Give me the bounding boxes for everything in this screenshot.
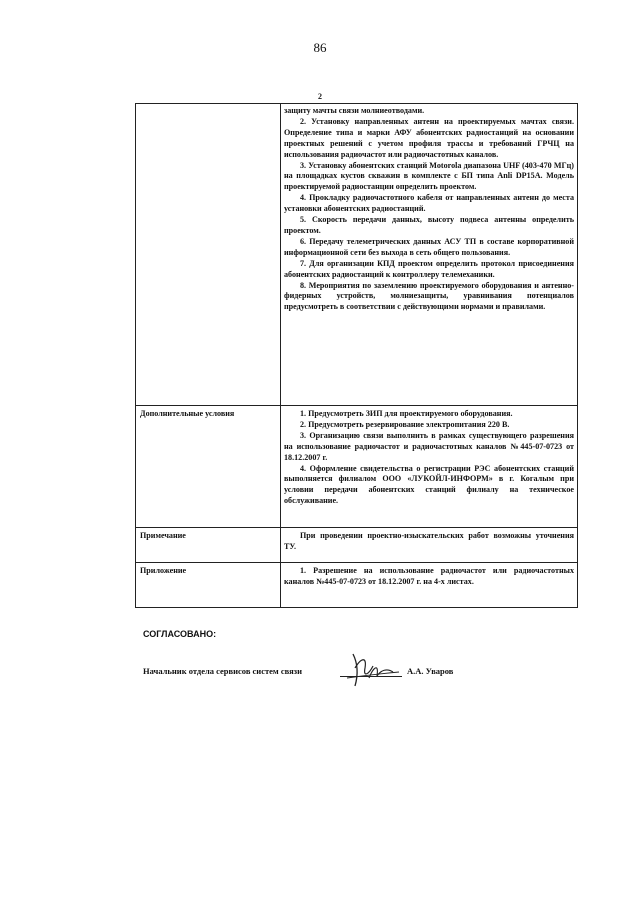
row-label: Дополнительные условия xyxy=(136,406,281,528)
paragraph: 5. Скорость передачи данных, высоту подвеса антенны определить проектом. xyxy=(284,215,574,235)
row-content xyxy=(281,104,578,406)
signer-title: Начальник отдела сервисов систем связи xyxy=(143,666,302,676)
paragraph: 1. Предусмотреть ЗИП для проектируемого оборудования. xyxy=(300,409,513,418)
table-row xyxy=(136,563,578,608)
handwritten-signature xyxy=(343,648,401,690)
paragraph: 2. Предусмотреть резервирование электропитания 220 В. xyxy=(300,419,510,429)
paragraph: При проведении проектно-изыскательских работ возможны уточнения ТУ. xyxy=(284,531,574,551)
table-row xyxy=(136,406,578,528)
table-row xyxy=(136,104,578,406)
row-content xyxy=(281,528,578,563)
paragraph: 6. Передачу телеметрических данных АСУ ТП в составе корпоративной информационной сети без выхода в сеть общего пользования. xyxy=(284,236,574,257)
row-label xyxy=(136,104,281,406)
sub-page-number: 2 xyxy=(318,92,322,101)
paragraph: 2. Установку направленных антенн на проектируемых мачтах связи. Определение типа и марки АФУ абонентских радиостанций на основании проектных решений с учетом профиля трассы и требований ГРЧЦ на использования радиочастот или радиочастотных каналов. xyxy=(284,116,574,159)
paragraph: 7. Для организации КПД проектом определить протокол присоединения абонентских радиостанций к контроллеру телемеханики. xyxy=(284,258,574,279)
paragraph: защиту мачты связи молниеотводами. xyxy=(284,106,425,115)
technical-conditions-table xyxy=(135,103,578,608)
table-row xyxy=(136,528,578,563)
paragraph: 3. Установку абонентских станций Motorola диапазона UHF (403-470 МГц) на площадках кустов скважин в комплекте с БП типа Anli DP15A. Модель проектируемой радиостанции определить проектом. xyxy=(284,160,574,192)
row-content xyxy=(281,563,578,608)
page-number: 86 xyxy=(313,40,327,55)
row-content xyxy=(281,406,578,528)
signer-name: А.А. Уваров xyxy=(407,666,454,676)
paragraph: 8. Мероприятия по заземлению проектируемого оборудования и антенно-фидерных устройств, молниезащиты, уравнивания потенциалов предусмотреть в соответствии с действующими нормами и правилами. xyxy=(284,280,574,312)
paragraph: 4. Оформление свидетельства о регистрации РЭС абонентских станций выполняется филиалом ООО «ЛУКОЙЛ-ИНФОРМ» в г. Когалым при условии передачи абонентских станций филиалу на техническое обслуживание. xyxy=(284,463,574,506)
row-label: Примечание xyxy=(136,528,281,563)
paragraph: 1. Разрешение на использование радиочастот или радиочастотных каналов №445-07-0723 от 18.12.2007 г. на 4-х листах. xyxy=(284,566,574,586)
row-label: Приложение xyxy=(136,563,281,608)
approval-heading: СОГЛАСОВАНО: xyxy=(143,629,217,639)
paragraph: 4. Прокладку радиочастотного кабеля от направленных антенн до места установки абонентских радиостанций. xyxy=(284,193,574,214)
paragraph: 3. Организацию связи выполнить в рамках существующего разрешения на использование радиочастот и радиочастотных каналов №445-07-0723 от 18.12.2007 г. xyxy=(284,430,574,462)
